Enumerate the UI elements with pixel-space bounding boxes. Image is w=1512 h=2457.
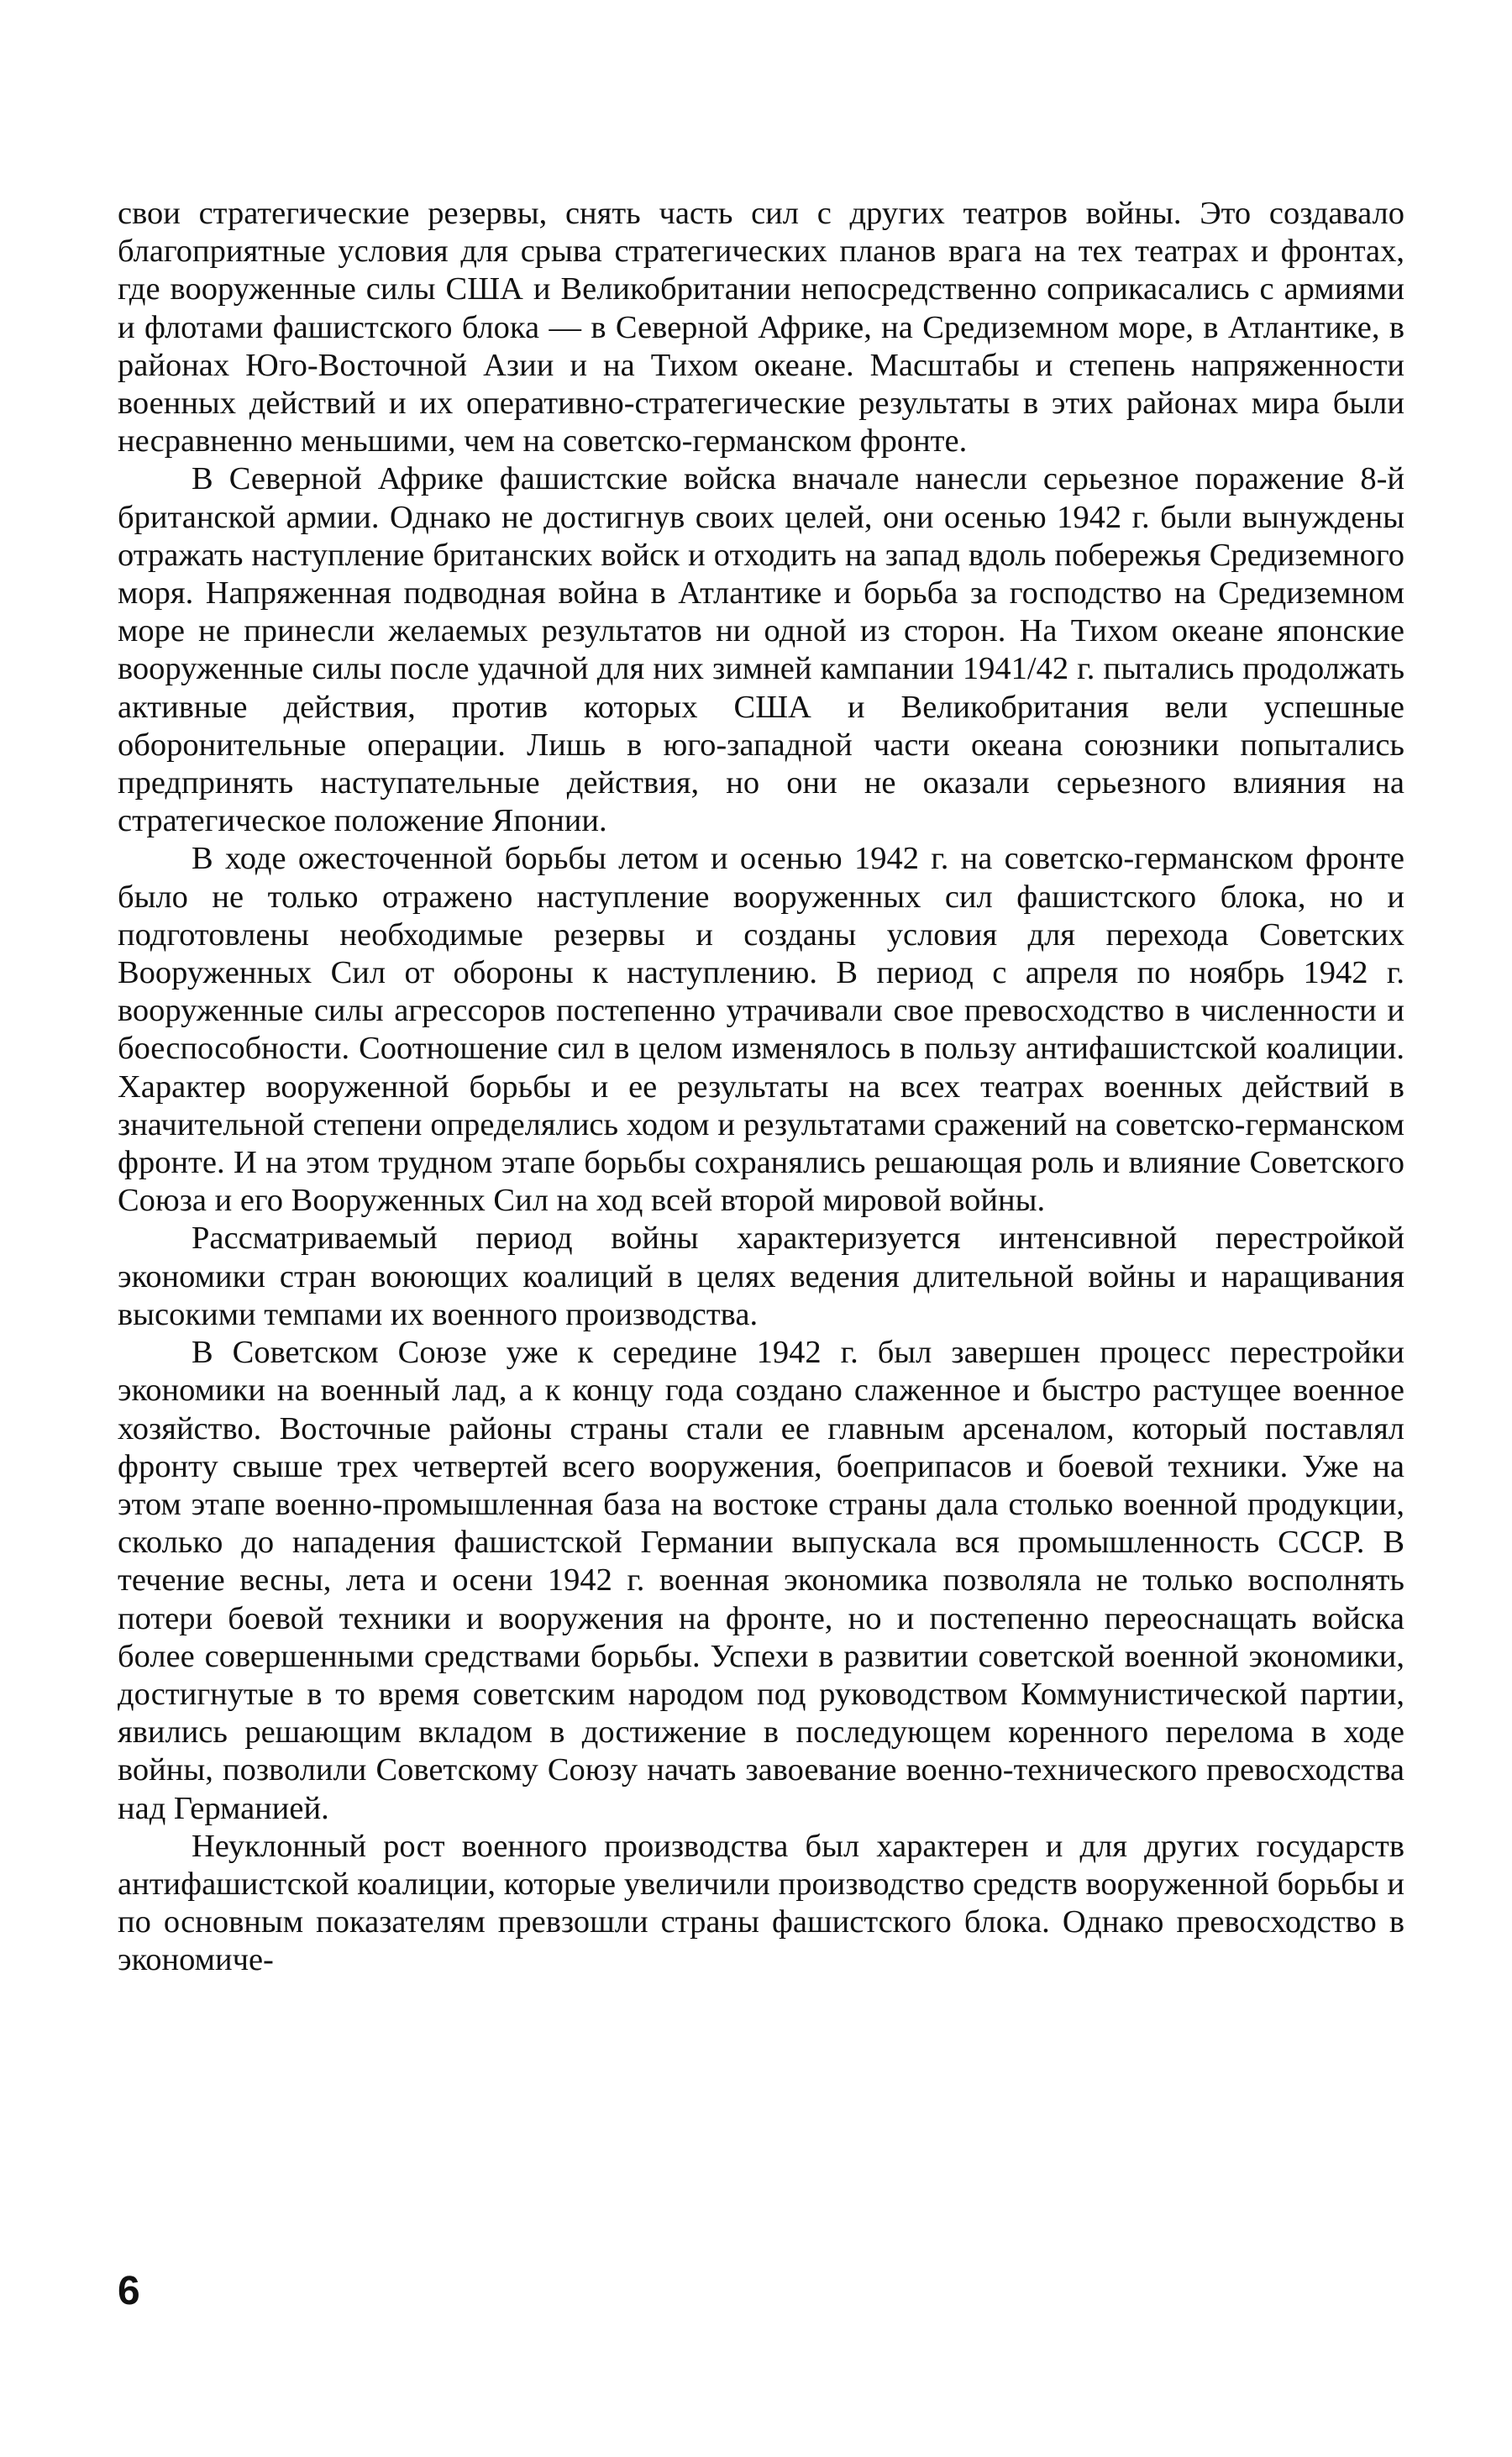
paragraph-5: В Советском Союзе уже к середине 1942 г. был завершен процесс перестройки экономики на военный лад, а к концу года создано слаженное и быстро растущее военное хозяйство. Восточные районы страны стали ее главным арсеналом, который поставлял фронту свыше трех четвертей всего вооружения, боеприпасов и боевой техники. Уже на этом этапе военно-промышленная база на востоке страны дала столько военной продукции, сколько до нападения фашистской Германии выпускала вся промышленность СССР. В течение весны, лета и осени 1942 г. военная экономика позволяла не только восполнять потери боевой техники и вооружения на фронте, но и постепенно переоснащать войска более совершенными средствами борьбы. Успехи в развитии советской военной экономики, достигнутые в то время советским народом под руководством Коммунистической партии, явились решающим вкладом в достижение в последующем коренного перелома в ходе войны, позволили Советскому Союзу начать завоевание военно-технического превосходства над Германией. [118, 1335, 1404, 1826]
page-number: 6 [118, 2269, 140, 2313]
paragraph-6: Неуклонный рост военного производства был характерен и для других государств антифашистской коалиции, которые увеличили производство средств вооруженной борьбы и по основным показателям превзошли страны фашистского блока. Однако превосходство в экономиче- [118, 1828, 1404, 1978]
paragraph-2: В Северной Африке фашистские войска вначале нанесли серьезное поражение 8-й британской армии. Однако не достигнув своих целей, они осенью 1942 г. были вынуждены отражать наступление британских войск и отходить на запад вдоль побережья Средиземного моря. Напряженная подводная война в Атлантике и борьба за господство на Средиземном море не принесли желаемых результатов ни одной из сторон. На Тихом океане японские вооруженные силы после удачной для них зимней кампании 1941/42 г. пытались продолжать активные действия, против которых США и Великобритания вели успешные оборонительные операции. Лишь в юго-западной части океана союзники попытались предпринять наступательные действия, но они не оказали серьезного влияния на стратегическое положение Японии. [118, 461, 1404, 839]
paragraph-3: В ходе ожесточенной борьбы летом и осенью 1942 г. на советско-германском фронте было не только отражено наступление вооруженных сил фашистского блока, но и подготовлены необходимые резервы и созданы условия для перехода Советских Вооруженных Сил от обороны к наступлению. В период с апреля по ноябрь 1942 г. вооруженные силы агрессоров постепенно утрачивали свое превосходство в численности и боеспособности. Соотношение сил в целом изменялось в пользу антифашистской коалиции. Характер вооруженной борьбы и ее результаты на всех театрах военных действий в значительной степени определялись ходом и результатами сражений на советско-германском фронте. И на этом трудном этапе борьбы сохранялись решающая роль и влияние Советского Союза и его Вооруженных Сил на ход всей второй мировой войны. [118, 841, 1404, 1219]
paragraph-1: свои стратегические резервы, снять часть сил с других театров войны. Это создавало благоприятные условия для срыва стратегических планов врага на тех театрах и фронтах, где вооруженные силы США и Великобритании непосредственно соприкасались с армиями и флотами фашистского блока — в Северной Африке, на Средиземном море, в Атлантике, в районах Юго-Восточной Азии и на Тихом океане. Масштабы и степень напряженности военных действий и их оперативно-стратегические результаты в этих районах мира были несравненно меньшими, чем на советско-германском фронте. [118, 196, 1404, 459]
page-body [118, 195, 1404, 1980]
paragraph-4: Рассматриваемый период войны характеризуется интенсивной перестройкой экономики стран воюющих коалиций в целях ведения длительной войны и наращивания высокими темпами их военного производства. [118, 1221, 1404, 1332]
